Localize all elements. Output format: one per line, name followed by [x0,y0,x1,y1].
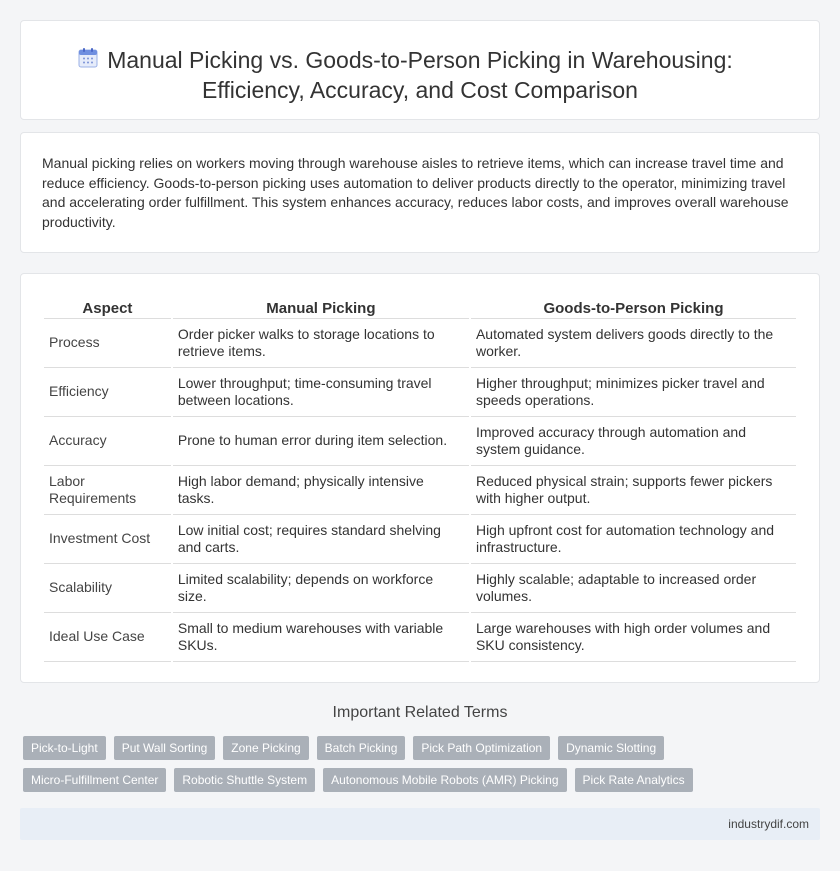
related-term-tag[interactable]: Pick Path Optimization [413,736,550,760]
header-goods-to-person: Goods-to-Person Picking [471,297,796,319]
intro-card [20,132,820,253]
related-term-tag[interactable]: Put Wall Sorting [114,736,216,760]
header-aspect: Aspect [44,297,171,319]
row-gtp: Automated system delivers goods directly to the worker. [471,319,796,368]
table-row [44,417,796,466]
row-gtp: Reduced physical strain; supports fewer pickers with higher output. [471,466,796,515]
related-term-tag[interactable]: Autonomous Mobile Robots (AMR) Picking [323,768,566,792]
row-aspect: Accuracy [44,417,171,466]
row-manual: Order picker walks to storage locations to retrieve items. [173,319,469,368]
row-manual: Low initial cost; requires standard shelving and carts. [173,515,469,564]
table-row [44,613,796,662]
header-manual-picking: Manual Picking [173,297,469,319]
row-manual: Prone to human error during item selection. [173,417,469,466]
comparison-table-card [20,273,820,683]
footer [20,808,820,840]
row-aspect: Ideal Use Case [44,613,171,662]
table-row [44,515,796,564]
row-aspect: Investment Cost [44,515,171,564]
row-aspect: Scalability [44,564,171,613]
row-aspect: Process [44,319,171,368]
row-gtp: Higher throughput; minimizes picker travel and speeds operations. [471,368,796,417]
intro-text: Manual picking relies on workers moving through warehouse aisles to retrieve items, which can increase travel time and reduce efficiency. Goods-to-person picking uses automation to deliver products directly to the operator, minimizing travel and accelerating order fulfillment. This system enhances accuracy, reduces labor costs, and improves overall warehouse productivity. [42,155,789,230]
row-gtp: Highly scalable; adaptable to increased order volumes. [471,564,796,613]
row-aspect: Labor Requirements [44,466,171,515]
page-title-line-2: Efficiency, Accuracy, and Cost Comparison [202,77,638,103]
related-term-tag[interactable]: Robotic Shuttle System [174,768,315,792]
row-gtp: High upfront cost for automation technology and infrastructure. [471,515,796,564]
related-terms-title: Important Related Terms [332,704,508,721]
related-term-tag[interactable]: Zone Picking [223,736,308,760]
related-term-tag[interactable]: Pick-to-Light [23,736,106,760]
row-aspect: Efficiency [44,368,171,417]
table-row [44,466,796,515]
related-term-tag[interactable]: Pick Rate Analytics [575,768,693,792]
table-row [44,564,796,613]
row-gtp: Improved accuracy through automation and system guidance. [471,417,796,466]
table-row [44,368,796,417]
related-term-tag[interactable]: Micro-Fulfillment Center [23,768,166,792]
comparison-table [42,297,798,662]
related-terms-list [23,736,813,792]
title-card [20,20,820,120]
row-gtp: Large warehouses with high order volumes and SKU consistency. [471,613,796,662]
table-header-row [44,297,796,319]
row-manual: High labor demand; physically intensive tasks. [173,466,469,515]
related-term-tag[interactable]: Dynamic Slotting [558,736,664,760]
page-title-line-1: Manual Picking vs. Goods-to-Person Picking in Warehousing: [107,47,733,73]
related-term-tag[interactable]: Batch Picking [317,736,406,760]
row-manual: Small to medium warehouses with variable SKUs. [173,613,469,662]
page-title [107,45,733,105]
row-manual: Limited scalability; depends on workforce size. [173,564,469,613]
table-row [44,319,796,368]
footer-site[interactable]: industrydif.com [728,817,809,831]
row-manual: Lower throughput; time-consuming travel between locations. [173,368,469,417]
